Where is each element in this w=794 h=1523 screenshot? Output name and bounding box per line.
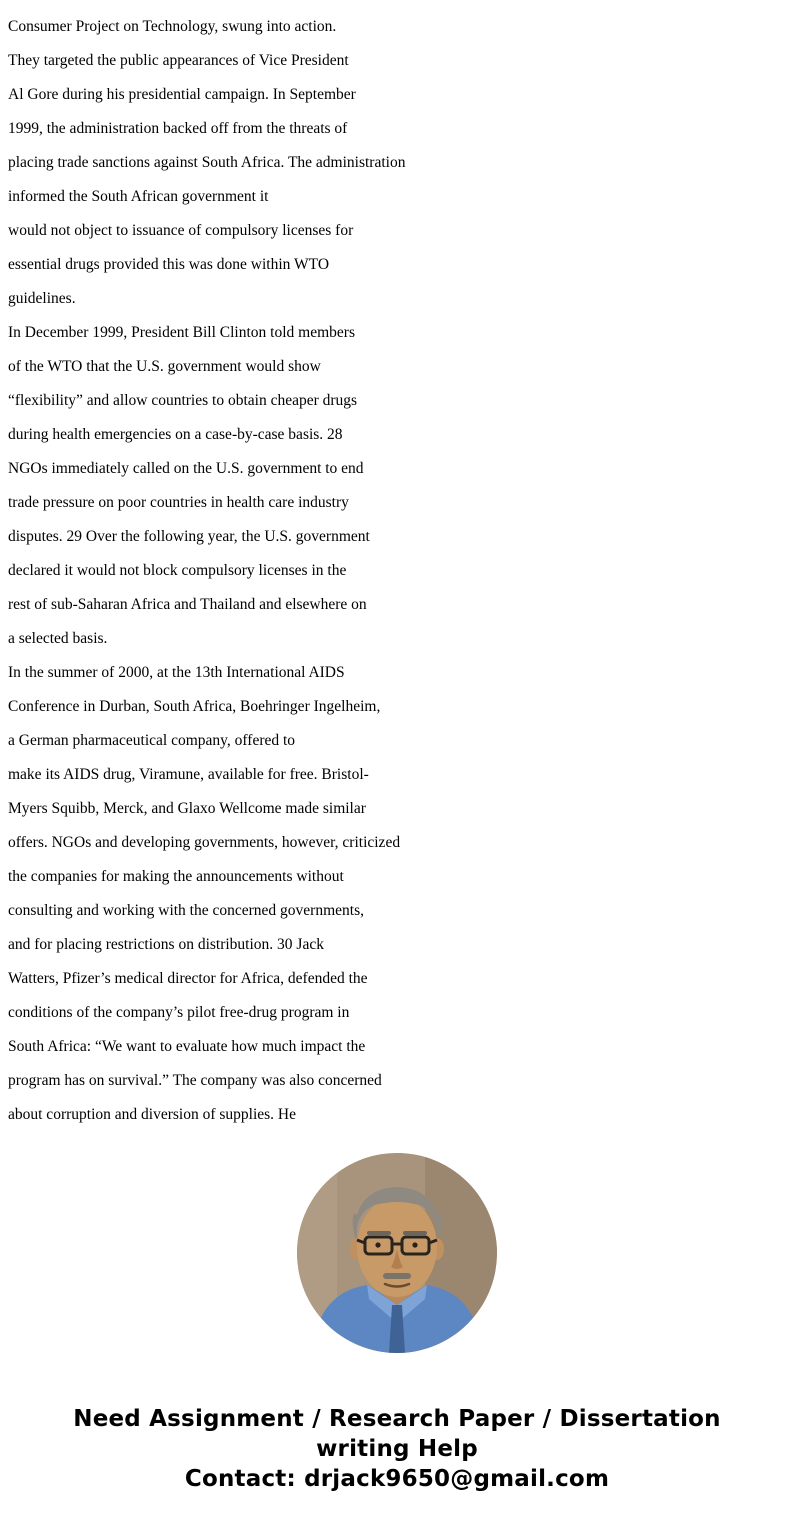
- text-line: South Africa: “We want to evaluate how much impact the: [8, 1038, 366, 1055]
- text-line: declared it would not block compulsory licenses in the: [8, 562, 347, 579]
- text-line: essential drugs provided this was done within WTO: [8, 256, 330, 273]
- text-line: consulting and working with the concerned governments,: [8, 902, 364, 919]
- text-line: rest of sub-Saharan Africa and Thailand and elsewhere on: [8, 596, 367, 613]
- portrait-photo: [297, 1153, 497, 1353]
- text-line: a German pharmaceutical company, offered to: [8, 732, 296, 749]
- footer-heading-line2: writing Help: [316, 1436, 478, 1462]
- text-line: “flexibility” and allow countries to obtain cheaper drugs: [8, 392, 358, 409]
- text-line: would not object to issuance of compulsory licenses for: [8, 222, 354, 239]
- text-line: 1999, the administration backed off from the threats of: [8, 120, 348, 137]
- text-line: during health emergencies on a case-by-case basis. 28: [8, 426, 343, 443]
- avatar: [297, 1153, 497, 1353]
- text-line: In the summer of 2000, at the 13th International AIDS: [8, 664, 345, 681]
- text-line: informed the South African government it: [8, 188, 269, 205]
- text-line: Al Gore during his presidential campaign. In September: [8, 86, 356, 103]
- text-line: They targeted the public appearances of Vice President: [8, 52, 349, 69]
- text-line: In December 1999, President Bill Clinton told members: [8, 324, 355, 341]
- text-line: Watters, Pfizer’s medical director for Africa, defended the: [8, 970, 368, 987]
- text-line: disputes. 29 Over the following year, the U.S. government: [8, 528, 370, 545]
- avatar-container: [0, 1153, 794, 1353]
- text-line: the companies for making the announcements without: [8, 868, 344, 885]
- text-line: about corruption and diversion of supplies. He: [8, 1106, 296, 1123]
- text-line: offers. NGOs and developing governments, however, criticized: [8, 834, 401, 851]
- text-line: of the WTO that the U.S. government would show: [8, 358, 321, 375]
- text-line: program has on survival.” The company was also concerned: [8, 1072, 382, 1089]
- text-line: make its AIDS drug, Viramune, available for free. Bristol-: [8, 766, 369, 783]
- footer-heading-line1: Need Assignment / Research Paper / Dissertation: [73, 1406, 721, 1432]
- text-line: a selected basis.: [8, 630, 108, 647]
- text-line: placing trade sanctions against South Africa. The administration: [8, 154, 406, 171]
- text-line: and for placing restrictions on distribution. 30 Jack: [8, 936, 324, 953]
- text-line: Myers Squibb, Merck, and Glaxo Wellcome made similar: [8, 800, 366, 817]
- footer: [0, 1404, 794, 1494]
- text-line: NGOs immediately called on the U.S. government to end: [8, 460, 364, 477]
- text-line: Conference in Durban, South Africa, Boehringer Ingelheim,: [8, 698, 381, 715]
- text-line: Consumer Project on Technology, swung into action.: [8, 18, 337, 35]
- text-line: guidelines.: [8, 290, 76, 307]
- text-line: trade pressure on poor countries in health care industry: [8, 494, 349, 511]
- footer-contact-email: Contact: drjack9650@gmail.com: [184, 1466, 610, 1492]
- text-line: conditions of the company’s pilot free-drug program in: [8, 1004, 350, 1021]
